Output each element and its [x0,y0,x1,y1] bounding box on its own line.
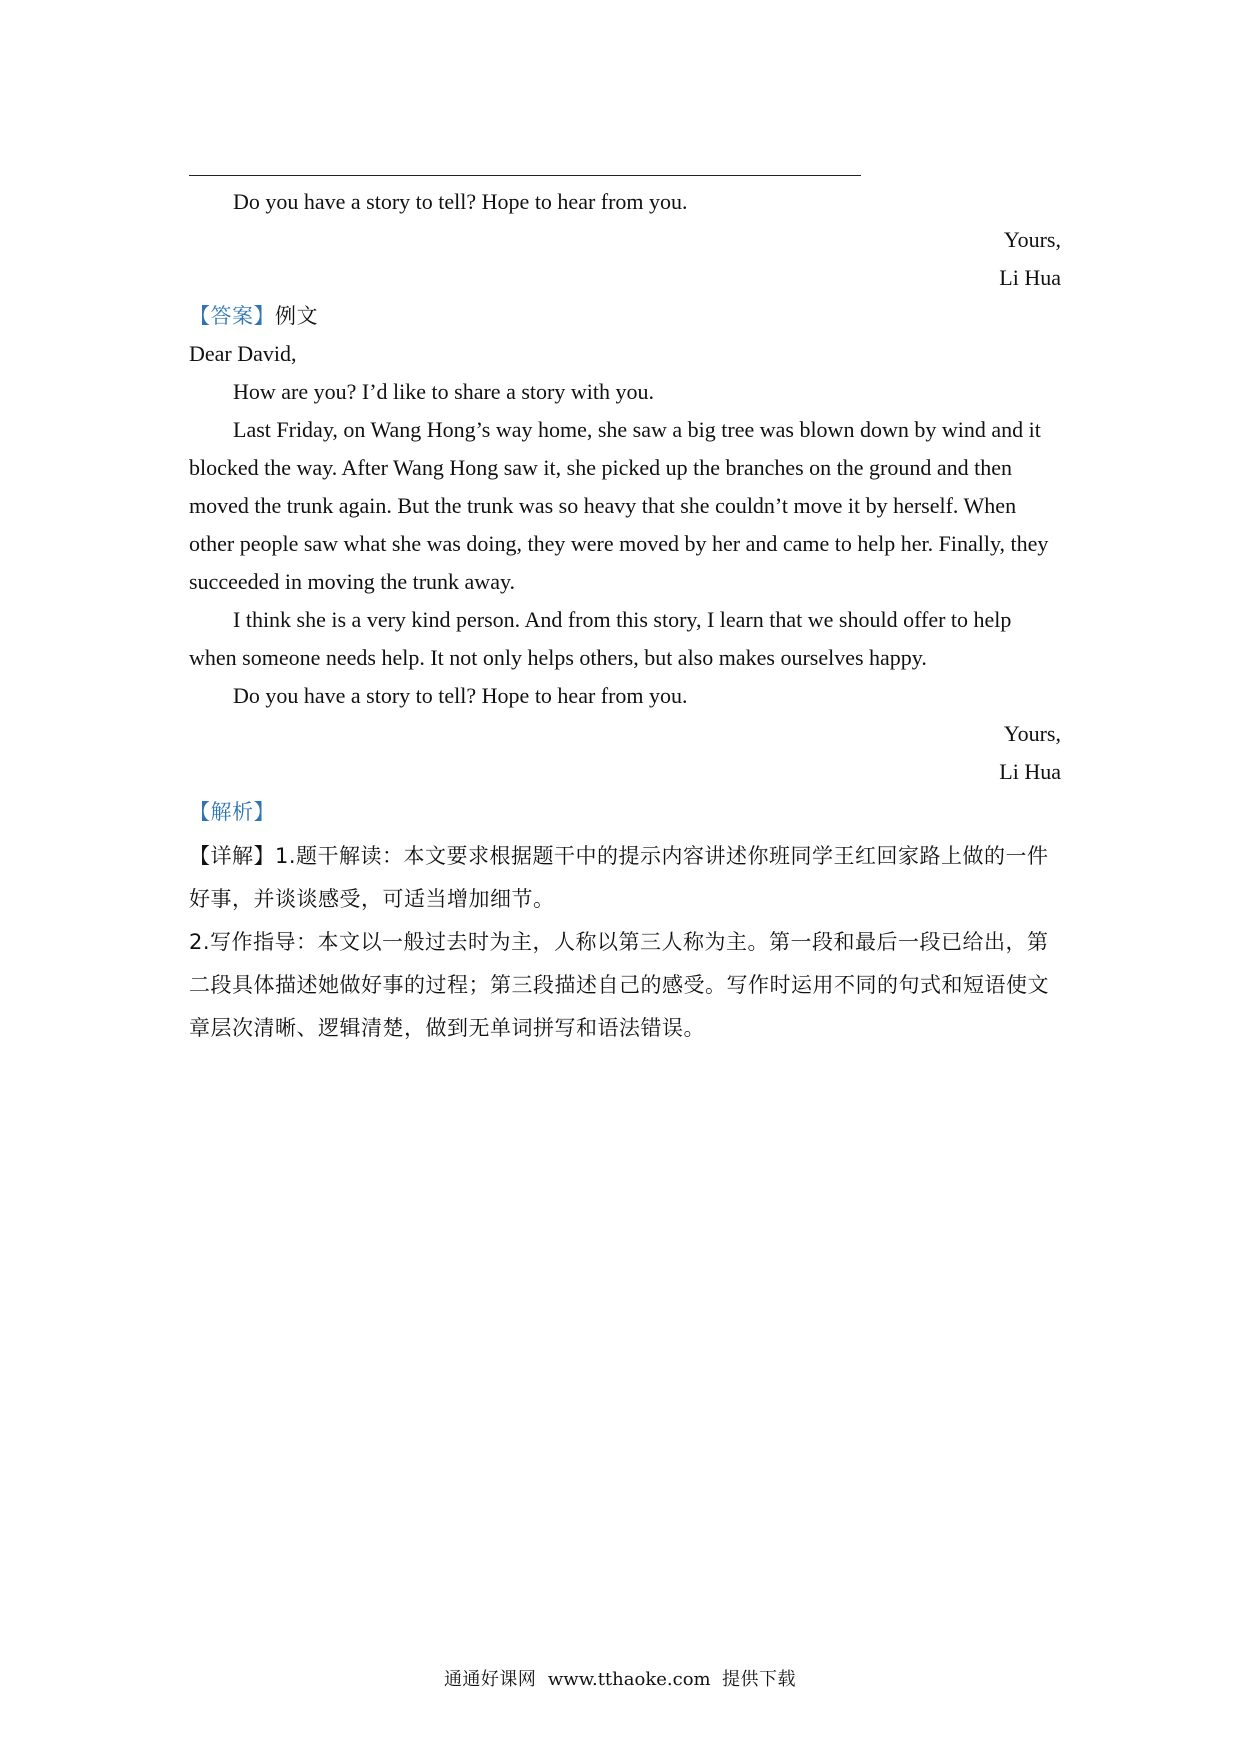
answer-tag: 【答案】 [189,304,275,328]
analysis-tag: 【解析】 [189,800,275,824]
analysis-point-2: 2.写作指导：本文以一般过去时为主，人称以第三人称为主。第一段和最后一段已给出，第二段具体描述她做好事的过程；第三段描述自己的感受。写作时运用不同的句式和短语使文章层次清晰、逻辑清楚，做到无单词拼写和语法错误。 [189,930,1049,1040]
footer-note: 提供下载 [722,1669,797,1690]
closing-line: Do you have a story to tell? Hope to hear from you. [233,189,688,214]
footer-site-name: 通通好课网 [443,1669,537,1690]
signature: Li Hua [999,265,1061,290]
answer-heading [189,297,1061,335]
letter-paragraph-1: How are you? I’d like to share a story with you. [233,379,654,404]
analysis-point-1-text: 1.题干解读：本文要求根据题干中的提示内容讲述你班同学王红回家路上做的一件好事，并谈谈感受，可适当增加细节。 [189,844,1049,911]
letter-paragraph-3: I think she is a very kind person. And from this story, I learn that we should offer to help when someone needs help. It not only helps others, but also makes ourselves happy. [189,607,1012,670]
answer-blank-line [189,175,861,176]
footer-url: www.tthaoke.com [547,1669,711,1690]
letter-paragraph-2: Last Friday, on Wang Hong’s way home, she saw a big tree was blown down by wind and it blocked the way. After Wang Hong saw it, she picked up the branches on the ground and then moved the trunk again. But the trunk was so heavy that she couldn’t move it by herself. When other people saw what she was doing, they were moved by her and came to help her. Finally, they succeeded in moving the trunk away. [189,417,1049,594]
analysis-point-1 [189,835,1061,921]
page-footer [0,1665,1240,1691]
detail-tag: 【详解】 [189,844,275,868]
sign-off: Yours, [1003,227,1061,252]
letter-paragraph-4: Do you have a story to tell? Hope to hear from you. [233,683,688,708]
letter-greeting: Dear David, [189,341,297,366]
letter-signature: Li Hua [999,759,1061,784]
letter-sign-off: Yours, [1003,721,1061,746]
answer-label: 例文 [275,304,318,328]
